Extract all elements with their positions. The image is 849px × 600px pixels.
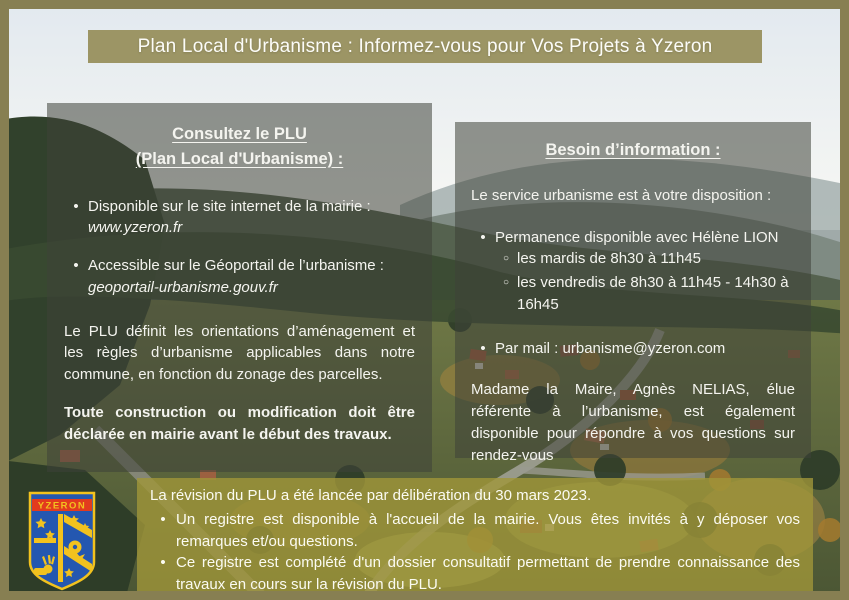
list-item-mail: [471, 338, 795, 360]
schedule-fridays: ○ les vendredis de 8h30 à 11h45 - 14h30 à 16h45: [495, 272, 795, 316]
link-url-yzeron[interactable]: www.yzeron.fr: [88, 219, 183, 237]
plu-definition-paragraph: Le PLU définit les orientations d’aménagement et les règles d’urbanisme applicables dans notre commune, en fonction du zonage des parcelles.: [64, 322, 415, 383]
service-intro-text: Le service urbanisme est à votre disposition :: [471, 186, 772, 204]
permanence-schedule-list: [495, 248, 795, 315]
declaration-warning-paragraph: Toute construction ou modification doit être déclarée en mairie avant le début des travaux.: [64, 403, 415, 443]
title-banner: [88, 30, 762, 63]
left-heading-line1: Consultez le PLU: [172, 125, 307, 143]
right-panel-heading: Besoin d’information :: [545, 141, 721, 159]
schedule-tuesdays: ○ les mardis de 8h30 à 11h45: [495, 248, 795, 270]
list-item-permanence: [471, 227, 795, 249]
list-item-dossier: • Ce registre est complété d'un dossier consultatif permettant de prendre connaissance des travaux en cours sur la révision du PLU.: [150, 552, 800, 596]
revision-intro-text: La révision du PLU a été lancée par délibération du 30 mars 2023.: [150, 487, 592, 504]
bullet-site-text: Disponible sur le site internet de la mairie :: [88, 197, 371, 215]
coat-of-arms-label: YZERON: [37, 500, 87, 512]
bottom-banner: [137, 478, 813, 592]
list-item-geoportail: [64, 255, 415, 299]
poster-title: Plan Local d'Urbanisme : Informez-vous pour Vos Projets à Yzeron: [137, 35, 713, 57]
left-panel-heading: [64, 122, 415, 172]
maire-paragraph: Madame la Maire, Agnès NELIAS, élue référente à l’urbanisme, est également disponible pour répondre à vos questions sur rendez-vous: [471, 381, 795, 464]
bullet-geoportail-text: Accessible sur le Géoportail de l’urbanisme :: [88, 257, 384, 274]
left-heading-line2: (Plan Local d'Urbanisme) :: [135, 149, 344, 168]
list-item-registre: • Un registre est disponible à l'accueil de la mairie. Vous êtes invités à y déposer vos remarques et/ou questions.: [150, 509, 800, 553]
email-text[interactable]: • Par mail : urbanisme@yzeron.com: [495, 339, 726, 357]
permanence-text: • Permanence disponible avec Hélène LION: [495, 228, 779, 246]
right-panel: [455, 122, 811, 464]
left-panel: [47, 103, 432, 472]
link-url-geoportail[interactable]: geoportail-urbanisme.gouv.fr: [88, 278, 278, 296]
coat-of-arms: [26, 490, 98, 592]
list-item-site-mairie: [64, 196, 415, 240]
